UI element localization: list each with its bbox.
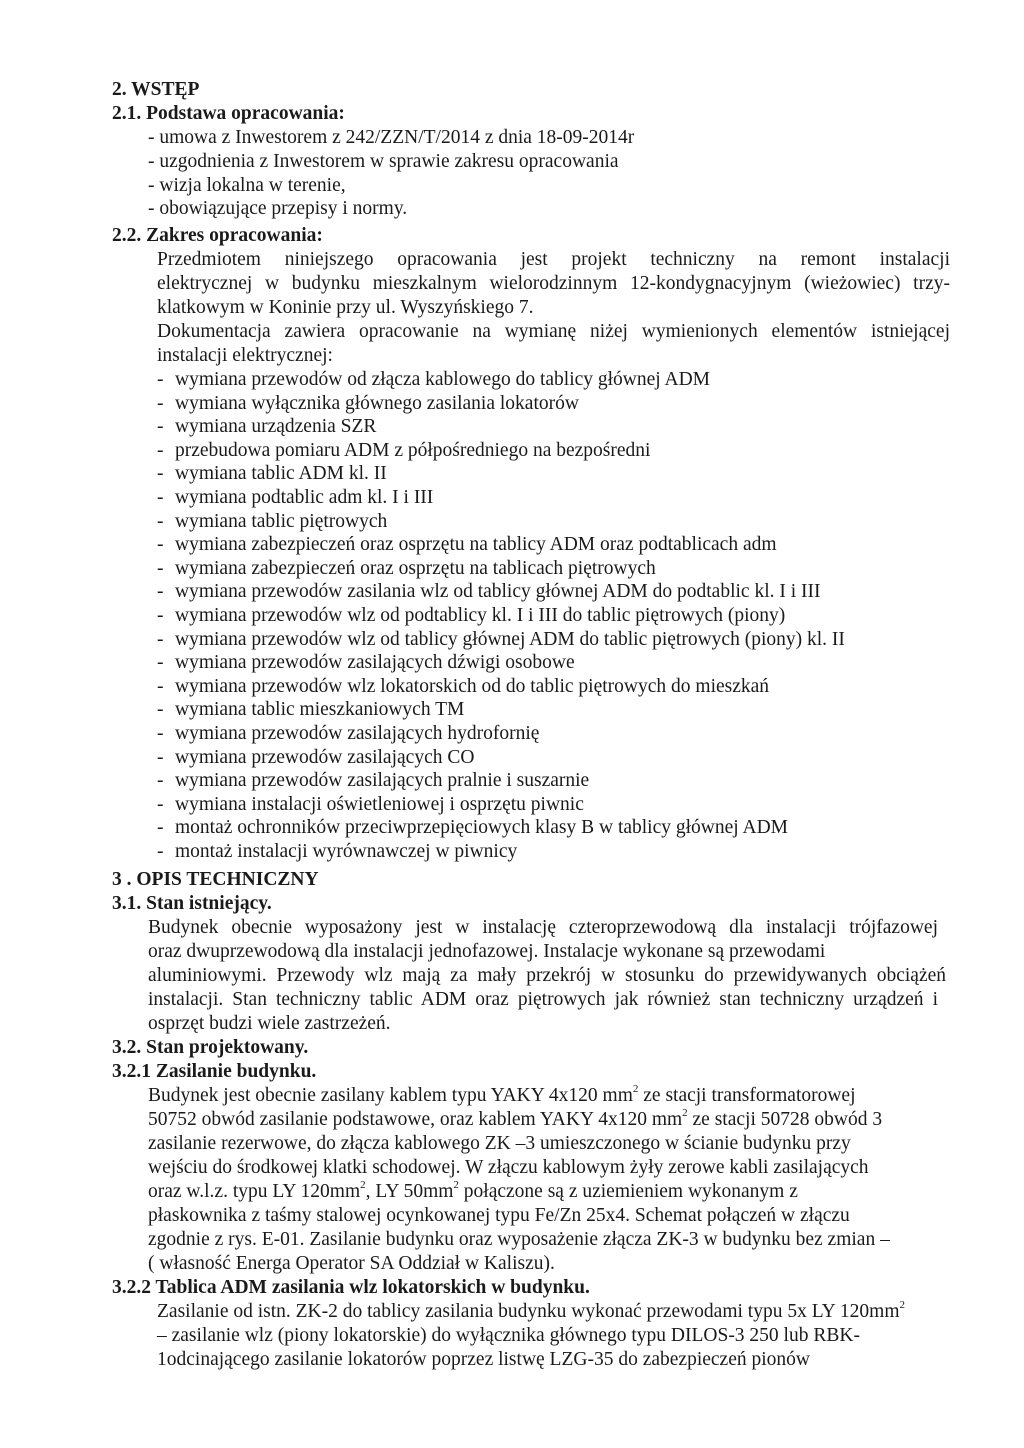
existing-state-line: Budynek obecnie wyposażony jest w instalację czteroprzewodową dla instalacji trójfazowej bbox=[148, 917, 938, 938]
scope-item-bullet: - bbox=[157, 841, 164, 862]
section-3-2-2-heading: 3.2.2 Tablica ADM zasilania wlz lokatorskich w budynku. bbox=[112, 1277, 590, 1298]
section-3-1-heading: 3.1. Stan istniejący. bbox=[112, 893, 272, 914]
scope-item: wymiana przewodów zasilających hydrofornię bbox=[175, 723, 540, 744]
existing-state-line: aluminiowymi. Przewody wlz mają za mały przekrój w stosunku do przewidywanych obciążeń bbox=[148, 965, 946, 986]
adm-board-line: Zasilanie od istn. ZK-2 do tablicy zasilania budynku wykonać przewodami typu 5x LY $120mm^2$ bbox=[157, 1299, 905, 1322]
scope-item: wymiana przewodów wlz lokatorskich od do tablic piętrowych do mieszkań bbox=[175, 676, 770, 697]
scope-item: przebudowa pomiaru ADM z półpośredniego na bezpośredni bbox=[175, 440, 651, 461]
scope-paragraph-line: instalacji elektrycznej: bbox=[157, 345, 333, 366]
scope-paragraph-line: klatkowym w Koninie przy ul. Wyszyńskiego 7. bbox=[157, 297, 534, 318]
basis-item: - wizja lokalna w terenie, bbox=[148, 175, 346, 196]
scope-item-bullet: - bbox=[157, 770, 164, 791]
scope-item-bullet: - bbox=[157, 463, 164, 484]
scope-item: wymiana podtablic adm kl. I i III bbox=[175, 487, 434, 508]
existing-state-line: instalacji. Stan techniczny tablic ADM oraz piętrowych jak również stan techniczny urządzeń i bbox=[148, 989, 938, 1010]
scope-item-bullet: - bbox=[157, 440, 164, 461]
scope-item: wymiana przewodów zasilania wlz od tablicy głównej ADM do podtablic kl. I i III bbox=[175, 581, 821, 602]
scope-item-bullet: - bbox=[157, 416, 164, 437]
supply-line: 50752 obwód zasilanie podstawowe, oraz kablem YAKY 4x120 $mm^2$ ze stacji 50728 obwód 3 bbox=[148, 1107, 883, 1130]
section-2-2-heading: 2.2. Zakres opracowania: bbox=[112, 225, 323, 246]
scope-item-bullet: - bbox=[157, 581, 164, 602]
section-3-2-heading: 3.2. Stan projektowany. bbox=[112, 1037, 309, 1058]
scope-item: wymiana wyłącznika głównego zasilania lokatorów bbox=[175, 393, 579, 414]
basis-item: - uzgodnienia z Inwestorem w sprawie zakresu opracowania bbox=[148, 151, 619, 172]
scope-item-bullet: - bbox=[157, 369, 164, 390]
scope-item-bullet: - bbox=[157, 534, 164, 555]
scope-item-bullet: - bbox=[157, 794, 164, 815]
scope-paragraph-line: Przedmiotem niniejszego opracowania jest projekt techniczny na remont instalacji bbox=[157, 249, 950, 270]
supply-line: zgodnie z rys. E-01. Zasilanie budynku oraz wyposażenie złącza ZK-3 w budynku bez zmian – bbox=[148, 1229, 890, 1250]
scope-item: wymiana przewodów zasilających dźwigi osobowe bbox=[175, 652, 575, 673]
scope-item: wymiana tablic ADM kl. II bbox=[175, 463, 387, 484]
scope-item: montaż ochronników przeciwprzepięciowych klasy B w tablicy głównej ADM bbox=[175, 817, 789, 838]
scope-item-bullet: - bbox=[157, 676, 164, 697]
scope-item: wymiana tablic piętrowych bbox=[175, 511, 388, 532]
supply-line: oraz w.l.z. typu LY $120mm^2$, LY $50mm^2$ połączone są z uziemieniem wykonanym z bbox=[148, 1179, 798, 1202]
scope-paragraph-line: elektrycznej w budynku mieszkalnym wielorodzinnym 12-kondygnacyjnym (wieżowiec) trzy- bbox=[157, 273, 950, 294]
scope-item: wymiana przewodów wlz od tablicy głównej ADM do tablic piętrowych (piony) kl. II bbox=[175, 629, 845, 650]
scope-item-bullet: - bbox=[157, 747, 164, 768]
existing-state-line: osprzęt budzi wiele zastrzeżeń. bbox=[148, 1013, 391, 1034]
basis-item: - umowa z Inwestorem z 242/ZZN/T/2014 z dnia 18-09-2014r bbox=[148, 127, 635, 148]
scope-item: wymiana instalacji oświetleniowej i osprzętu piwnic bbox=[175, 794, 584, 815]
scope-paragraph-line: Dokumentacja zawiera opracowanie na wymianę niżej wymienionych elementów istniejącej bbox=[157, 321, 950, 342]
scope-item: wymiana przewodów zasilających pralnie i suszarnie bbox=[175, 770, 590, 791]
adm-board-line: 1odcinającego zasilanie lokatorów poprzez listwę LZG-35 do zabezpieczeń pionów bbox=[157, 1349, 810, 1370]
scope-item: wymiana tablic mieszkaniowych TM bbox=[175, 699, 465, 720]
scope-item: wymiana przewodów wlz od podtablicy kl. I i III do tablic piętrowych (piony) bbox=[175, 605, 786, 626]
supply-line: płaskownika z taśmy stalowej ocynkowanej typu Fe/Zn 25x4. Schemat połączeń w złączu bbox=[148, 1205, 850, 1226]
scope-item: wymiana przewodów od złącza kablowego do tablicy głównej ADM bbox=[175, 369, 711, 390]
scope-item-bullet: - bbox=[157, 558, 164, 579]
adm-board-line: – zasilanie wlz (piony lokatorskie) do wyłącznika głównego typu DILOS-3 250 lub RBK- bbox=[157, 1325, 860, 1346]
supply-line: zasilanie rezerwowe, do złącza kablowego ZK –3 umieszczonego w ścianie budynku przy bbox=[148, 1133, 851, 1154]
scope-item: montaż instalacji wyrównawczej w piwnicy bbox=[175, 841, 518, 862]
section-2-heading: 2. WSTĘP bbox=[112, 79, 200, 100]
scope-item-bullet: - bbox=[157, 629, 164, 650]
scope-item-bullet: - bbox=[157, 393, 164, 414]
scope-item: wymiana zabezpieczeń oraz osprzętu na tablicach piętrowych bbox=[175, 558, 656, 579]
scope-item-bullet: - bbox=[157, 487, 164, 508]
scope-item-bullet: - bbox=[157, 699, 164, 720]
scope-item-bullet: - bbox=[157, 605, 164, 626]
section-3-2-1-heading: 3.2.1 Zasilanie budynku. bbox=[112, 1061, 317, 1082]
existing-state-line: oraz dwuprzewodową dla instalacji jednofazowej. Instalacje wykonane są przewodami bbox=[148, 941, 826, 962]
section-3-heading: 3 . OPIS TECHNICZNY bbox=[112, 869, 319, 890]
basis-item: - obowiązujące przepisy i normy. bbox=[148, 198, 408, 219]
scope-item-bullet: - bbox=[157, 723, 164, 744]
scope-item-bullet: - bbox=[157, 652, 164, 673]
scope-item-bullet: - bbox=[157, 817, 164, 838]
supply-line: ( własność Energa Operator SA Oddział w Kaliszu). bbox=[148, 1253, 555, 1274]
scope-item: wymiana zabezpieczeń oraz osprzętu na tablicy ADM oraz podtablicach adm bbox=[175, 534, 777, 555]
section-2-1-heading: 2.1. Podstawa opracowania: bbox=[112, 103, 345, 124]
supply-line: Budynek jest obecnie zasilany kablem typu YAKY 4x120 $mm^2$ ze stacji transformatorowej bbox=[148, 1083, 856, 1106]
scope-item: wymiana przewodów zasilających CO bbox=[175, 747, 475, 768]
scope-item-bullet: - bbox=[157, 511, 164, 532]
scope-item: wymiana urządzenia SZR bbox=[175, 416, 377, 437]
supply-line: wejściu do środkowej klatki schodowej. W złączu kablowym żyły zerowe kabli zasilających bbox=[148, 1157, 869, 1178]
